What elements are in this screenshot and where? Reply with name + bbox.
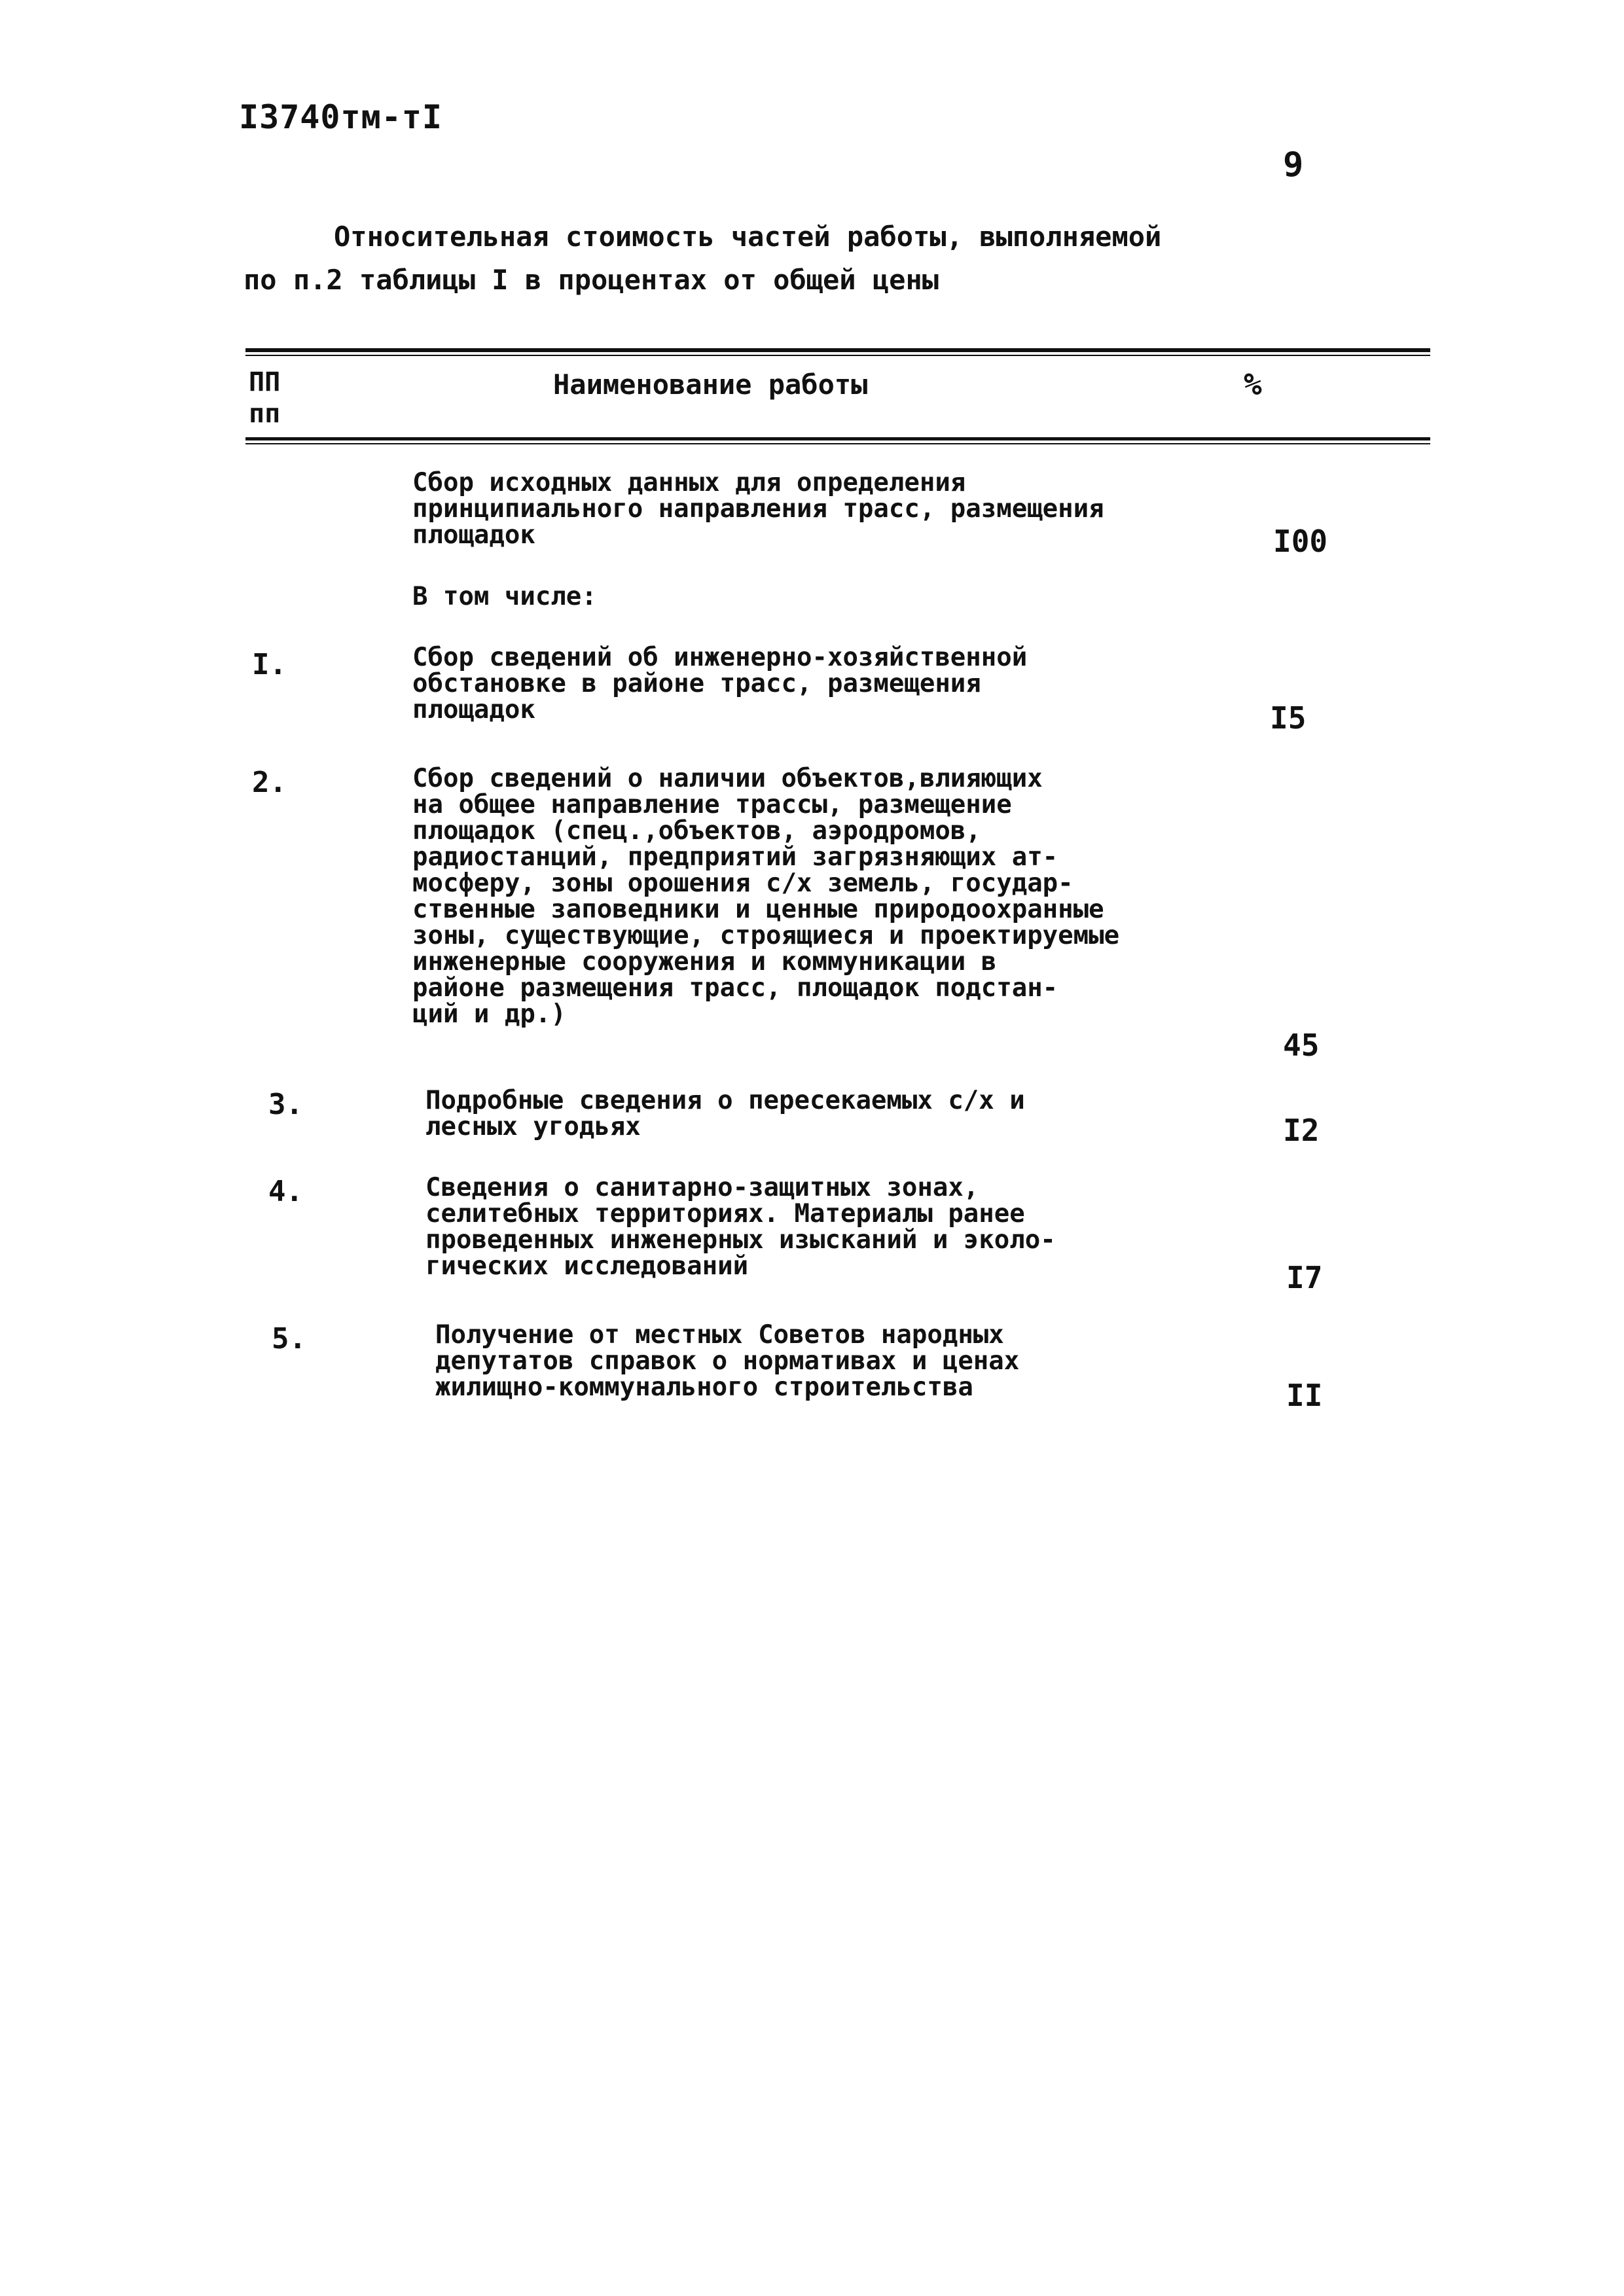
row-1-description: Сбор сведений об инженерно-хозяйственной обстановке в районе трасс, размещения площадок xyxy=(412,643,1028,725)
table-header-rule-thin xyxy=(245,443,1430,444)
total-description: Сбор исходных данных для определения принципиального направления трасс, размещения площадок xyxy=(412,468,1104,550)
column-header-number: ПП пп xyxy=(249,367,281,429)
row-1-number: I. xyxy=(252,648,287,681)
column-header-percent: % xyxy=(1244,367,1262,402)
table-title-line-1: Относительная стоимость частей работы, выполняемой xyxy=(334,221,1162,253)
table-header-rule xyxy=(245,437,1430,440)
row-3-description: Подробные сведения о пересекаемых с/х и лесных угодьях xyxy=(425,1086,1025,1141)
row-4-number: 4. xyxy=(268,1175,303,1208)
including-label: В том числе: xyxy=(412,582,597,611)
row-5-number: 5. xyxy=(272,1322,306,1355)
total-value: I00 xyxy=(1273,524,1328,559)
row-4-description: Сведения о санитарно-защитных зонах, селитебных территориях. Материалы ранее проведенных инженерных изысканий и эколо- гических исследований xyxy=(425,1173,1056,1281)
table-title-line-2: по п.2 таблицы I в процентах от общей цены xyxy=(244,264,939,296)
column-header-name: Наименование работы xyxy=(553,368,868,401)
row-5-description: Получение от местных Советов народных депутатов справок о нормативах и ценах жилищно-коммунального строительства xyxy=(435,1320,1020,1402)
row-2-value: 45 xyxy=(1283,1028,1320,1063)
row-3-number: 3. xyxy=(268,1088,303,1121)
row-2-number: 2. xyxy=(252,766,287,799)
row-5-value: II xyxy=(1286,1378,1323,1413)
table-top-rule xyxy=(245,348,1430,352)
row-2-description: Сбор сведений о наличии объектов,влияющих на общее направление трассы, размещение площадок (спец.,объектов, аэродромов, радиостанций, предприятий загрязняющих ат- мосферу, зоны орошения с/х земель, государ- ственные заповедники и ценные природоохранные зоны, существующие, строящиеся и проектируемые инженерные сооружения и коммуникации в районе размещения трасс, площадок подстан- ций и др.) xyxy=(412,764,1120,1029)
document-code: I3740тм-тI xyxy=(239,98,443,136)
table-top-rule-thin xyxy=(245,355,1430,356)
page-number: 9 xyxy=(1283,145,1304,185)
row-4-value: I7 xyxy=(1286,1260,1323,1295)
row-3-value: I2 xyxy=(1283,1113,1320,1148)
row-1-value: I5 xyxy=(1270,700,1307,736)
